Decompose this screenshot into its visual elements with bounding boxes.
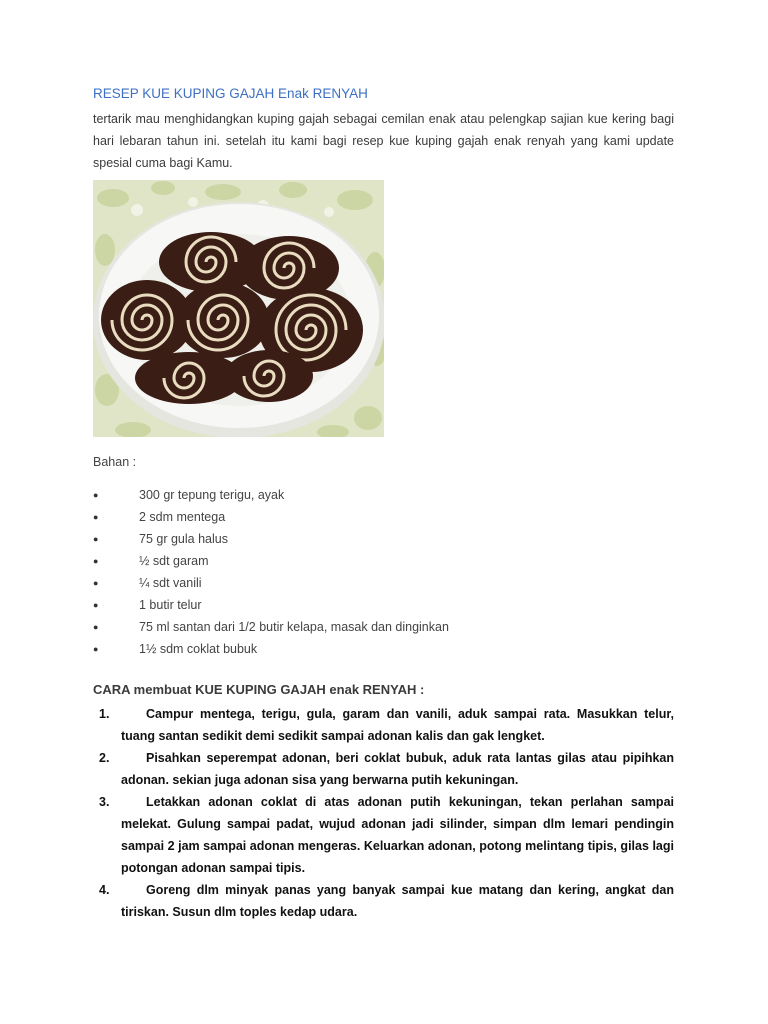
step-text: Pisahkan seperempat adonan, beri coklat bubuk, aduk rata lantas gilas atau pipihkan adonan. sekian juga adonan sisa yang berwarna putih kekuningan. <box>121 751 674 787</box>
list-item <box>93 791 674 879</box>
bullet-icon: ● <box>93 512 99 522</box>
ingredient-text: 75 gr gula halus <box>139 532 228 546</box>
bullet-icon: ● <box>93 578 99 588</box>
ingredient-text: 2 sdm mentega <box>139 510 226 524</box>
ingredient-text: 75 ml santan dari 1/2 butir kelapa, masak dan dinginkan <box>139 620 449 634</box>
bullet-icon: ● <box>93 644 99 654</box>
step-text: Goreng dlm minyak panas yang banyak sampai kue matang dan kering, angkat dan tiriskan. Susun dlm toples kedap udara. <box>121 883 674 919</box>
recipe-title: RESEP KUE KUPING GAJAH Enak RENYAH <box>93 86 368 101</box>
ingredient-text: 1 butir telur <box>139 598 202 612</box>
ingredients-label: Bahan : <box>93 455 137 469</box>
step-number: 4. <box>99 883 110 897</box>
list-item <box>93 703 674 747</box>
method-heading: CARA membuat KUE KUPING GAJAH enak RENYAH : <box>93 682 425 697</box>
bullet-icon: ● <box>93 622 99 632</box>
list-item <box>93 747 674 791</box>
step-number: 3. <box>99 795 110 809</box>
list-item <box>93 879 674 923</box>
ingredient-text: 300 gr tepung terigu, ayak <box>139 488 285 502</box>
ingredient-text: ¼ sdt vanili <box>139 576 202 590</box>
bullet-icon: ● <box>93 556 99 566</box>
ingredient-text: ½ sdt garam <box>139 554 209 568</box>
step-number: 2. <box>99 751 110 765</box>
step-text: Letakkan adonan coklat di atas adonan putih kekuningan, tekan perlahan sampai melekat. Gulung sampai padat, wujud adonan jadi silinder, simpan dlm lemari pendingin sampai 2 jam sampai adonan mengeras. Keluarkan adonan, potong melintang tipis, gilas lagi potongan adonan sampai tipis. <box>121 795 674 875</box>
bullet-icon: ● <box>93 490 99 500</box>
step-number: 1. <box>99 707 110 721</box>
intro-paragraph: tertarik mau menghidangkan kuping gajah sebagai cemilan enak atau pelengkap sajian kue kering bagi hari lebaran tahun ini. setelah itu kami bagi resep kue kuping gajah enak renyah yang kami update spesial cuma bagi Kamu. <box>93 112 674 170</box>
steps-list <box>93 703 674 923</box>
cookie-photo <box>93 180 384 437</box>
bullet-icon: ● <box>93 534 99 544</box>
ingredient-text: 1½ sdm coklat bubuk <box>139 642 258 656</box>
step-text: Campur mentega, terigu, gula, garam dan vanili, aduk sampai rata. Masukkan telur, tuang santan sedikit demi sedikit sampai adonan kalis dan gak lengket. <box>121 707 674 743</box>
bullet-icon: ● <box>93 600 99 610</box>
